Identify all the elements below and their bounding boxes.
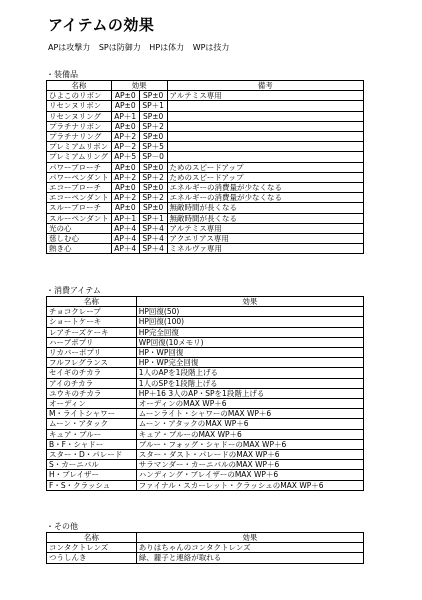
item-name-cell: セイギのチカラ (47, 368, 137, 378)
sp-cell: SP±0 (139, 183, 167, 193)
table-row (47, 91, 364, 101)
table-row (47, 101, 364, 111)
notes-cell (167, 142, 363, 152)
notes-cell: 無敵時間が長くなる (167, 203, 363, 213)
table-row (47, 172, 364, 182)
header-name: 名称 (47, 81, 112, 91)
ap-cell: AP±0 (111, 101, 139, 111)
effect-cell: HP・WP完全回復 (136, 358, 363, 368)
table-row (47, 223, 364, 233)
header-effect: 効果 (136, 533, 363, 543)
table-row (47, 368, 364, 378)
sp-cell: SP±0 (139, 111, 167, 121)
effect-cell: 1人のAPを1段階上げる (136, 368, 363, 378)
table-row (47, 470, 364, 480)
ap-cell: AP＋1 (111, 213, 139, 223)
effect-cell: HP完全回復 (136, 327, 363, 337)
notes-cell: エネルギーの消費量が少なくなる (167, 183, 363, 193)
table-row (47, 213, 364, 223)
ap-cell: AP±0 (111, 183, 139, 193)
table-row (47, 142, 364, 152)
effect-cell: HP・WP回復 (136, 348, 363, 358)
sp-cell: SP±0 (139, 91, 167, 101)
table-row (47, 460, 364, 470)
table-row (47, 419, 364, 429)
table-row (47, 543, 364, 553)
effect-cell: 1人のSPを1段階上げる (136, 378, 363, 388)
consumables-header-row (47, 297, 364, 307)
effect-cell: キュア・ブルーのMAX WP＋6 (136, 429, 363, 439)
item-name-cell: リカバーポプリ (47, 348, 137, 358)
consumables-table (46, 296, 364, 491)
ap-cell: AP＋1 (111, 111, 139, 121)
table-row (47, 234, 364, 244)
item-name-cell: ハーブポプリ (47, 337, 137, 347)
sp-cell: SP±0 (139, 162, 167, 172)
item-name-cell: リセンヌリボン (47, 101, 112, 111)
notes-cell: アルテミス専用 (167, 91, 363, 101)
legend-ap: APは攻撃力 (48, 43, 91, 52)
item-name-cell: エコーブローチ (47, 183, 112, 193)
item-name-cell: B・F・シャドー (47, 439, 137, 449)
effect-cell: ファイナル・スカーレット・クラッシュのMAX WP＋6 (136, 480, 363, 490)
effect-cell: オーディンのMAX WP＋6 (136, 399, 363, 409)
sp-cell: SP＋2 (139, 172, 167, 182)
item-name-cell: M・ライトシャワー (47, 409, 137, 419)
item-name-cell: プラチナリング (47, 132, 112, 142)
item-name-cell: 光の心 (47, 223, 112, 233)
notes-cell (167, 132, 363, 142)
table-row (47, 378, 364, 388)
sp-cell: SP＋4 (139, 244, 167, 254)
sp-cell: SP＋1 (139, 213, 167, 223)
ap-cell: AP±0 (111, 91, 139, 101)
effect-cell: ありはちゃんのコンタクトレンズ (136, 543, 363, 553)
effect-cell: HP回復(50) (136, 307, 363, 317)
item-name-cell: スター・D・パレード (47, 450, 137, 460)
table-row (47, 409, 364, 419)
ap-cell: AP±0 (111, 203, 139, 213)
notes-cell (167, 152, 363, 162)
sp-cell: SP±0 (139, 132, 167, 142)
effect-cell: HP＋16 3人のAP・SPを1段階上げる (136, 388, 363, 398)
item-name-cell: プレミアムリング (47, 152, 112, 162)
other-section-label: ・その他 (46, 522, 78, 531)
sp-cell: SP＋4 (139, 223, 167, 233)
effect-cell: ムーン・アタックのMAX WP＋6 (136, 419, 363, 429)
equipment-header-row (47, 81, 364, 91)
sp-cell: SP＋4 (139, 234, 167, 244)
table-row (47, 358, 364, 368)
item-name-cell: フルフレグランス (47, 358, 137, 368)
item-name-cell: 慈しむ心 (47, 234, 112, 244)
table-row (47, 162, 364, 172)
table-row (47, 480, 364, 490)
notes-cell: ためのスピードアップ (167, 172, 363, 182)
table-row (47, 429, 364, 439)
equipment-section-label: ・装備品 (46, 70, 78, 79)
legend-wp: WPは技力 (192, 43, 230, 52)
other-header-row (47, 533, 364, 543)
notes-cell: ためのスピードアップ (167, 162, 363, 172)
table-row (47, 337, 364, 347)
item-name-cell: プレミアムリボン (47, 142, 112, 152)
effect-cell: スター・ダスト・パレードのMAX WP＋6 (136, 450, 363, 460)
notes-cell: アクエリアス専用 (167, 234, 363, 244)
item-name-cell: チョコクレープ (47, 307, 137, 317)
notes-cell: 無敵時間が長くなる (167, 213, 363, 223)
item-name-cell: S・カーニバル (47, 460, 137, 470)
effect-cell: ムーンライト・シャワーのMAX WP＋6 (136, 409, 363, 419)
item-name-cell: パワーブローチ (47, 162, 112, 172)
table-row (47, 450, 364, 460)
table-row (47, 121, 364, 131)
item-name-cell: オーディン (47, 399, 137, 409)
ap-cell: AP＋4 (111, 244, 139, 254)
effect-cell: HP回復(100) (136, 317, 363, 327)
legend-sp: SPは防御力 (98, 43, 141, 52)
equipment-table (46, 80, 364, 254)
sp-cell: SP＋5 (139, 142, 167, 152)
header-effect: 効果 (136, 297, 363, 307)
item-name-cell: つうしんき (47, 553, 137, 563)
notes-cell: エネルギーの消費量が少なくなる (167, 193, 363, 203)
item-name-cell: プラチナリボン (47, 121, 112, 131)
sp-cell: SP－0 (139, 152, 167, 162)
effect-cell: 緑、麗子と連絡が取れる (136, 553, 363, 563)
table-row (47, 439, 364, 449)
table-row (47, 193, 364, 203)
item-name-cell: スルーブローチ (47, 203, 112, 213)
page-title: アイテムの効果 (48, 16, 155, 34)
item-name-cell: ユウキのチカラ (47, 388, 137, 398)
item-name-cell: ムーン・アタック (47, 419, 137, 429)
ap-cell: AP＋4 (111, 223, 139, 233)
header-name: 名称 (47, 297, 137, 307)
sp-cell: SP＋2 (139, 193, 167, 203)
table-row (47, 152, 364, 162)
effect-cell: WP回復(10メモリ) (136, 337, 363, 347)
table-row (47, 203, 364, 213)
ap-cell: AP＋4 (111, 234, 139, 244)
notes-cell (167, 121, 363, 131)
table-row (47, 183, 364, 193)
ap-cell: AP＋2 (111, 193, 139, 203)
notes-cell: ミネルヴァ専用 (167, 244, 363, 254)
item-name-cell: パワーペンダント (47, 172, 112, 182)
item-name-cell: スルーペンダント (47, 213, 112, 223)
sp-cell: SP＋2 (139, 121, 167, 131)
ap-cell: AP－2 (111, 142, 139, 152)
table-row (47, 307, 364, 317)
sp-cell: SP±0 (139, 203, 167, 213)
item-name-cell: レアチーズケーキ (47, 327, 137, 337)
sp-cell: SP＋1 (139, 101, 167, 111)
item-name-cell: F・S・クラッシュ (47, 480, 137, 490)
item-name-cell: アイのチカラ (47, 378, 137, 388)
table-row (47, 244, 364, 254)
item-name-cell: キュア・ブルー (47, 429, 137, 439)
notes-cell (167, 111, 363, 121)
legend-hp: HPは体力 (149, 43, 185, 52)
ap-cell: AP±0 (111, 121, 139, 131)
effect-cell: ハンディング・ブレイザーのMAX WP＋6 (136, 470, 363, 480)
item-name-cell: エコーペンダント (47, 193, 112, 203)
effect-cell: サラマンダー・カーニバルのMAX WP＋6 (136, 460, 363, 470)
table-row (47, 327, 364, 337)
effect-cell: ブルー・フォッグ・シャドーのMAX WP＋6 (136, 439, 363, 449)
notes-cell (167, 101, 363, 111)
item-name-cell: ショートケーキ (47, 317, 137, 327)
notes-cell: アルテミス専用 (167, 223, 363, 233)
ap-cell: AP＋5 (111, 152, 139, 162)
table-row (47, 111, 364, 121)
item-name-cell: ひよこのリボン (47, 91, 112, 101)
ap-cell: AP±0 (111, 162, 139, 172)
table-row (47, 317, 364, 327)
header-name: 名称 (47, 533, 137, 543)
item-name-cell: H・ブレイザー (47, 470, 137, 480)
ap-cell: AP＋2 (111, 172, 139, 182)
table-row (47, 132, 364, 142)
table-row (47, 399, 364, 409)
item-name-cell: コンタクトレンズ (47, 543, 137, 553)
table-row (47, 553, 364, 563)
other-table (46, 532, 364, 564)
item-name-cell: 熱き心 (47, 244, 112, 254)
header-notes: 備考 (167, 81, 363, 91)
item-name-cell: リセンヌリング (47, 111, 112, 121)
stat-legend (48, 42, 235, 53)
table-row (47, 348, 364, 358)
consumables-section-label: ・消費アイテム (46, 286, 101, 295)
ap-cell: AP＋2 (111, 132, 139, 142)
table-row (47, 388, 364, 398)
header-effect: 効果 (111, 81, 167, 91)
